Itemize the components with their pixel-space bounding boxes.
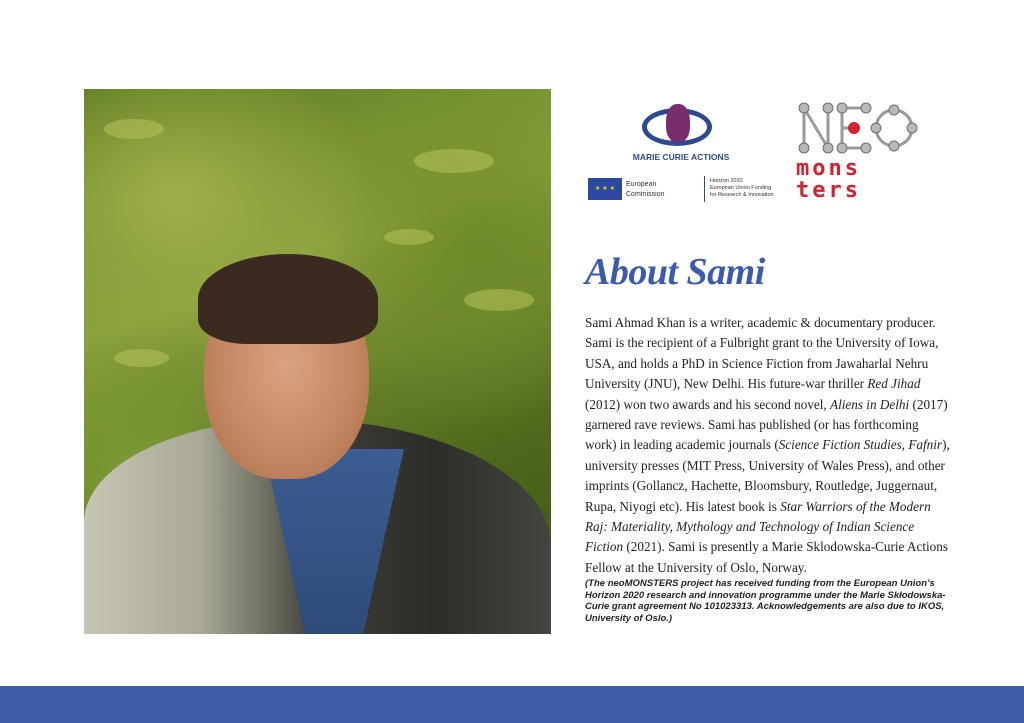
footer-bar (0, 686, 1024, 723)
book-title: Red Jihad (867, 376, 921, 392)
horizon-2020-label: Horizon 2020 European Union Funding for Research & Innovation (710, 178, 774, 198)
mca-label: MARIE CURIE ACTIONS (632, 152, 730, 162)
european-commission-label: European Commission (626, 181, 665, 198)
funding-note: (The neoMONSTERS project has received funding from the European Union’s Horizon 2020 research and innovation programme under the Marie Skłodowska-Curie grant agreement No 101023313. Acknowledgements are also due to IKOS, University of Oslo.) (585, 578, 946, 624)
bio-paragraph: Sami Ahmad Khan is a writer, academic & documentary producer. Sami is the recipient of a Fulbright grant to the University of Iowa, USA, and holds a PhD in Science Fiction from Jawaharlal Nehru University (JNU), New Delhi. His future-war thriller Red Jihad (2012) won two awards and his second novel, Aliens in Delhi (2017) garnered rave reviews. Sami has published (or has forthcoming work) in leading academic journals (Science Fiction Studies, Fafnir), university presses (MIT Press, University of Wales Press), and other imprints (Gollancz, Hachette, Bloomsbury, Routledge, Juggernaut, Rupa, Niyogi etc). His latest book is Star Warriors of the Modern Raj: Materiality, Mythology and Technology of Indian Science Fiction (2021). Sami is presently a Marie Sklodowska-Curie Actions Fellow at the University of Oslo, Norway. (585, 315, 950, 575)
neo-molecule-icon (796, 100, 920, 156)
marie-curie-actions-logo (586, 104, 781, 208)
journal-titles: Science Fiction Studies, Fafnir (778, 437, 943, 453)
neo-wordmark: mons ters (796, 156, 861, 203)
book-title: Aliens in Delhi (830, 396, 910, 412)
book-title: Star Warriors of the Modern Raj: Materiality, Mythology and Technology of Indian Science Fiction (585, 498, 931, 555)
portrait-photo (84, 89, 551, 634)
eu-flag-icon: ★ ★ ★ (588, 178, 622, 200)
neomonsters-logo (796, 100, 920, 208)
page-title: About Sami (585, 251, 765, 293)
